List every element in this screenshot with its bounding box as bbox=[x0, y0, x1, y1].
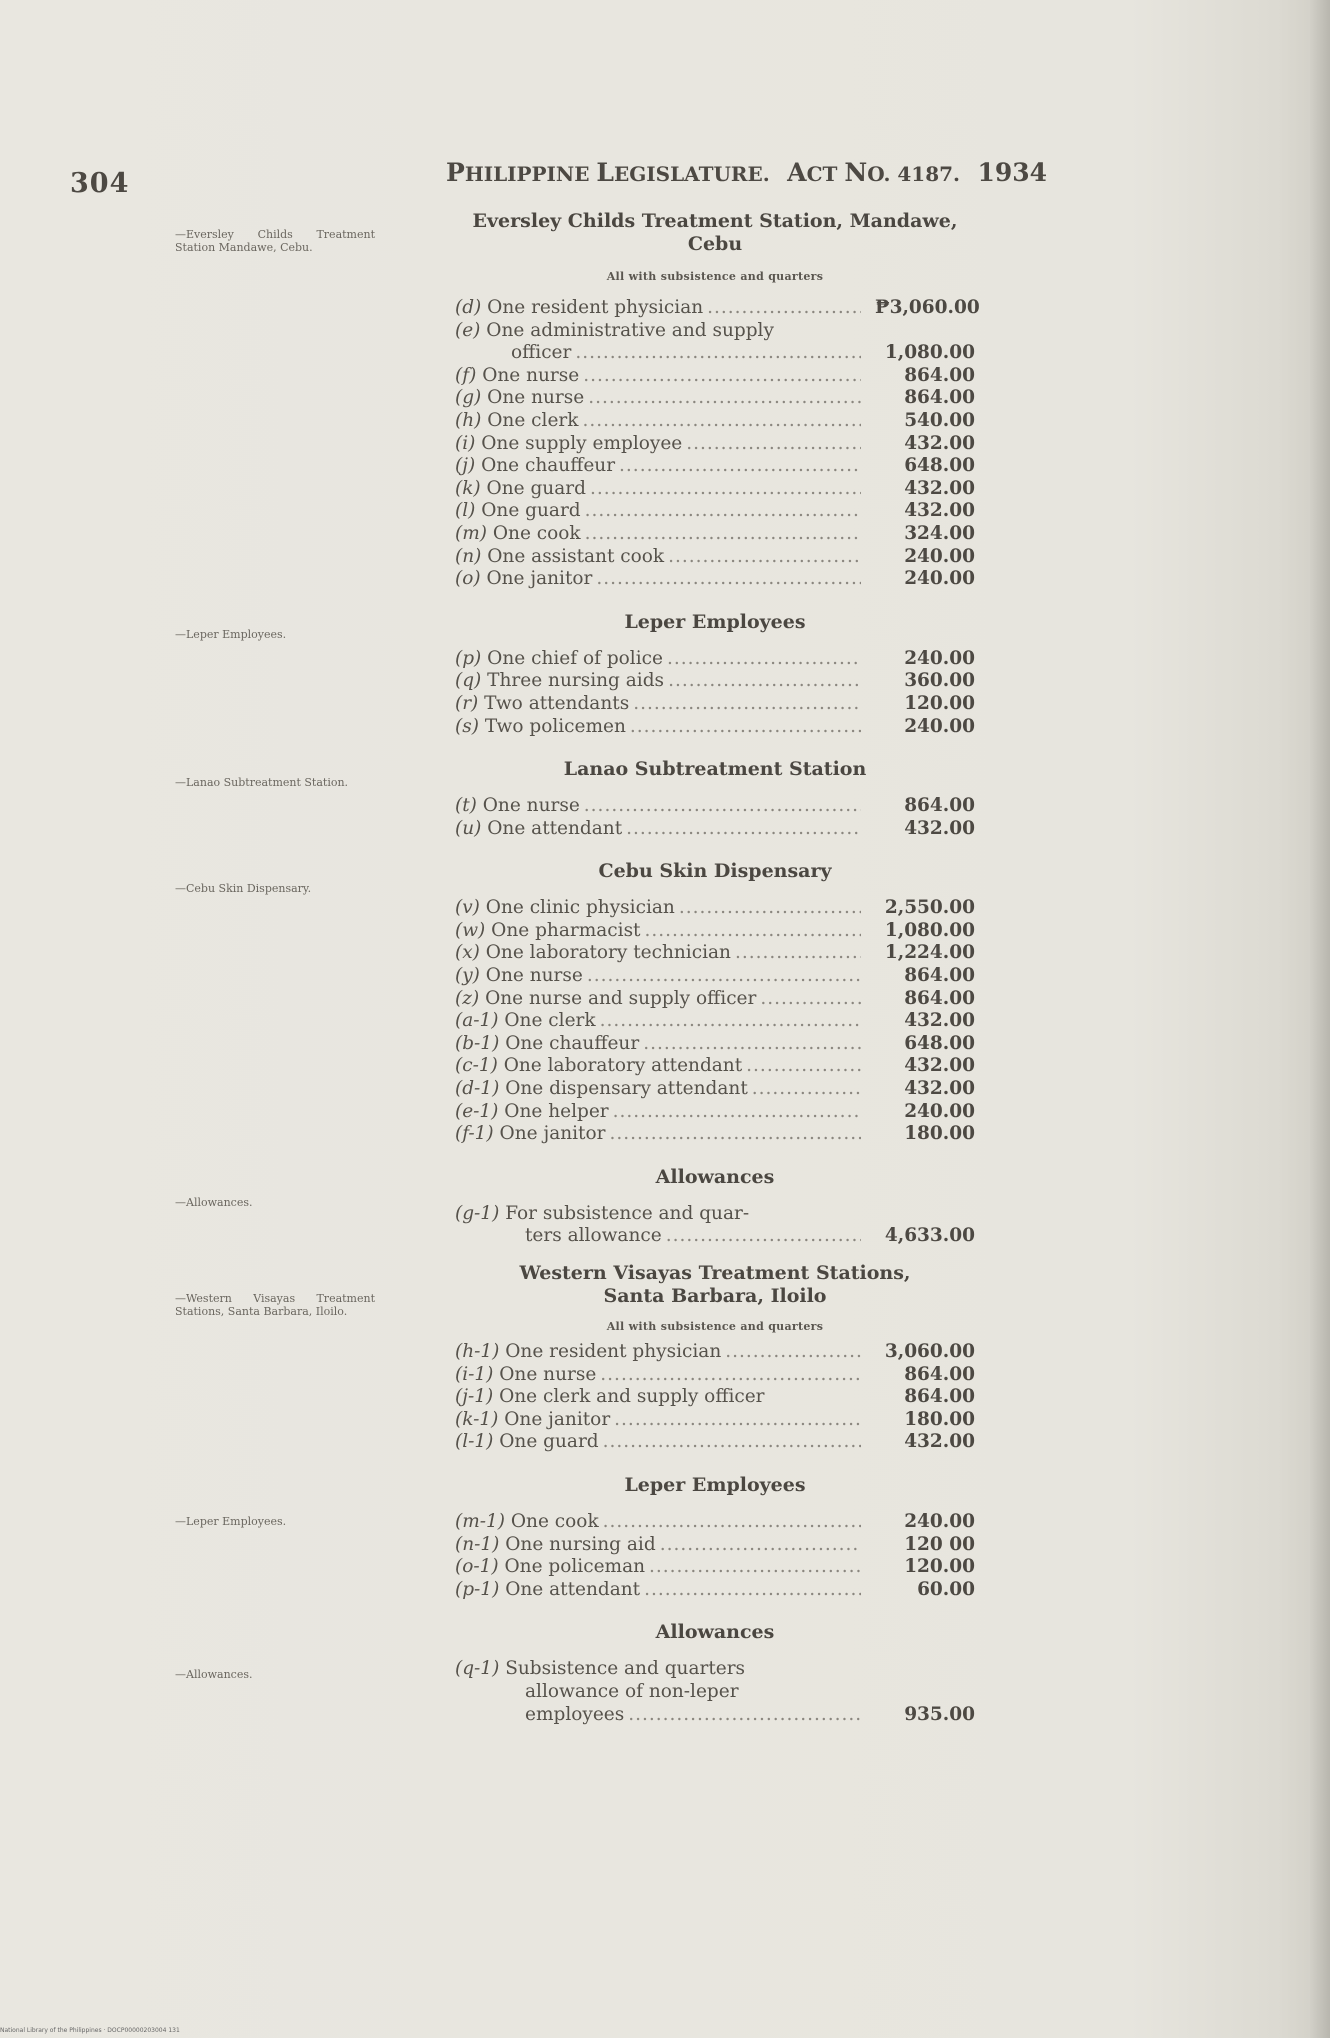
leader-dots bbox=[590, 478, 861, 501]
item-label: One attendant bbox=[505, 1578, 641, 1600]
line-item bbox=[455, 965, 975, 988]
item-amount: 1,080.00 bbox=[884, 342, 975, 364]
item-label: One clerk bbox=[487, 409, 579, 431]
leader-dots bbox=[575, 342, 861, 365]
book-spine-shadow bbox=[1310, 0, 1330, 2038]
leader-dots bbox=[707, 297, 861, 320]
item-amount: 540.00 bbox=[904, 409, 975, 431]
item-letter: (e-1) bbox=[455, 1100, 499, 1122]
item-letter: (w) bbox=[455, 919, 486, 941]
item-label: One helper bbox=[504, 1100, 609, 1122]
running-head-n: N bbox=[844, 158, 868, 187]
item-label: One nurse bbox=[499, 1363, 597, 1385]
line-item bbox=[455, 546, 975, 569]
leader-dots bbox=[600, 1010, 861, 1033]
item-label: One clerk and supply officer bbox=[499, 1386, 765, 1408]
line-item bbox=[455, 365, 975, 388]
item-amount: 864.00 bbox=[904, 987, 975, 1009]
item-amount: 1,224.00 bbox=[884, 942, 975, 964]
leader-dots bbox=[603, 1431, 861, 1454]
item-letter: (m-1) bbox=[455, 1510, 505, 1532]
item-letter: (b-1) bbox=[455, 1032, 500, 1054]
heading-allowances-2: Allowances bbox=[655, 1621, 775, 1644]
leader-dots bbox=[582, 410, 861, 433]
heading-cebu-skin: Cebu Skin Dispensary bbox=[598, 860, 832, 883]
item-label: One administrative and supply bbox=[486, 319, 774, 341]
leader-dots bbox=[626, 818, 861, 841]
line-item bbox=[455, 387, 975, 410]
line-item bbox=[455, 1341, 975, 1364]
item-label: One clerk bbox=[504, 1010, 596, 1032]
sidenote-allowances: —Allowances. bbox=[175, 1196, 253, 1209]
item-amount: 2,550.00 bbox=[884, 897, 975, 919]
item-amount: 935.00 bbox=[904, 1703, 975, 1725]
leader-dots bbox=[596, 568, 861, 591]
page-number: 304 bbox=[70, 168, 130, 199]
leader-dots bbox=[630, 716, 861, 739]
item-letter: (j) bbox=[455, 455, 476, 477]
item-label-continued: ters allowance bbox=[525, 1225, 662, 1247]
heading-leper-employees: Leper Employees bbox=[624, 610, 806, 633]
line-item bbox=[455, 1203, 975, 1226]
item-amount: 180.00 bbox=[904, 1408, 975, 1430]
line-item bbox=[455, 1704, 975, 1727]
item-amount: 240.00 bbox=[904, 647, 975, 669]
sidenote-allowances-2: —Allowances. bbox=[175, 1668, 253, 1681]
item-amount: 120 00 bbox=[904, 1533, 975, 1555]
leader-dots bbox=[760, 988, 861, 1011]
item-amount: 864.00 bbox=[904, 1386, 975, 1408]
line-item bbox=[455, 1409, 975, 1432]
item-letter: (n) bbox=[455, 545, 482, 567]
leader-dots bbox=[633, 693, 861, 716]
line-item bbox=[455, 455, 975, 478]
item-label: One supply employee bbox=[481, 432, 683, 454]
line-item bbox=[455, 320, 975, 343]
leader-dots bbox=[585, 500, 861, 523]
running-head-act-number: O. 4187. bbox=[867, 162, 961, 186]
line-item bbox=[455, 1579, 975, 1602]
line-item bbox=[455, 1033, 975, 1056]
item-amount: 4,633.00 bbox=[884, 1225, 975, 1247]
item-letter: (p) bbox=[455, 647, 482, 669]
item-label: One cook bbox=[510, 1510, 599, 1532]
item-label: One chauffeur bbox=[505, 1032, 640, 1054]
line-item bbox=[455, 500, 975, 523]
leader-dots bbox=[679, 897, 861, 920]
item-amount: 240.00 bbox=[904, 545, 975, 567]
sidenote-leper-employees: —Leper Employees. bbox=[175, 628, 287, 641]
item-amount: 240.00 bbox=[904, 568, 975, 590]
line-item bbox=[455, 920, 975, 943]
item-letter: (p-1) bbox=[455, 1578, 500, 1600]
leader-dots bbox=[666, 1225, 861, 1248]
item-letter: (i) bbox=[455, 432, 476, 454]
item-label: One policeman bbox=[504, 1556, 646, 1578]
item-label: One laboratory attendant bbox=[503, 1055, 743, 1077]
item-letter: (r) bbox=[455, 692, 479, 714]
leader-dots bbox=[600, 1364, 861, 1387]
item-letter: (a-1) bbox=[455, 1010, 499, 1032]
leader-dots bbox=[668, 670, 861, 693]
leader-dots bbox=[619, 455, 861, 478]
leader-dots bbox=[587, 965, 861, 988]
line-item bbox=[455, 1386, 975, 1409]
item-label-continued: officer bbox=[511, 342, 572, 364]
item-label: For subsistence and quar- bbox=[505, 1202, 750, 1224]
item-label: One laboratory technician bbox=[485, 942, 731, 964]
item-label: One nursing aid bbox=[505, 1533, 656, 1555]
item-amount: 864.00 bbox=[904, 364, 975, 386]
item-label: One clinic physician bbox=[485, 897, 675, 919]
line-item bbox=[455, 433, 975, 456]
item-label: Subsistence and quarters bbox=[505, 1658, 746, 1680]
item-amount: 648.00 bbox=[904, 455, 975, 477]
heading-eversley: Eversley Childs Treatment Station, Mandawe, Cebu bbox=[472, 210, 958, 255]
item-label: One chauffeur bbox=[481, 455, 616, 477]
item-letter: (l-1) bbox=[455, 1431, 494, 1453]
line-item bbox=[455, 1123, 975, 1146]
item-label: One nurse bbox=[482, 364, 580, 386]
footer-scan-mark: National Library of the Philippines · DOCP00000203004 131 bbox=[0, 2027, 180, 2034]
leader-dots bbox=[588, 387, 861, 410]
item-letter: (q) bbox=[455, 670, 482, 692]
item-label: One nurse bbox=[485, 965, 583, 987]
item-amount: 432.00 bbox=[904, 817, 975, 839]
item-letter: (k-1) bbox=[455, 1408, 499, 1430]
running-head-egislature: EGISLATURE. bbox=[613, 162, 770, 186]
item-label: One janitor bbox=[499, 1123, 606, 1145]
item-letter: (d) bbox=[455, 297, 482, 318]
item-label: One janitor bbox=[486, 568, 593, 590]
running-head-year: 1934 bbox=[977, 158, 1048, 187]
item-amount: 240.00 bbox=[904, 1510, 975, 1532]
line-item bbox=[455, 478, 975, 501]
leader-dots bbox=[643, 1033, 861, 1056]
item-label: One nurse bbox=[487, 387, 585, 409]
leader-dots bbox=[583, 365, 861, 388]
item-amount: 864.00 bbox=[904, 795, 975, 817]
item-letter: (m) bbox=[455, 522, 487, 544]
item-amount: 60.00 bbox=[917, 1578, 975, 1600]
item-letter: (i-1) bbox=[455, 1363, 494, 1385]
sidenote-leper-employees-2: —Leper Employees. bbox=[175, 1515, 287, 1528]
item-amount: 240.00 bbox=[904, 715, 975, 737]
leader-dots bbox=[686, 433, 861, 456]
item-amount: 432.00 bbox=[904, 500, 975, 522]
line-item bbox=[455, 1681, 975, 1704]
item-letter: (u) bbox=[455, 817, 482, 839]
item-amount: 864.00 bbox=[904, 1363, 975, 1385]
line-item bbox=[455, 410, 975, 433]
item-amount: 864.00 bbox=[904, 387, 975, 409]
item-amount: 648.00 bbox=[904, 1032, 975, 1054]
item-label: One assistant cook bbox=[487, 545, 665, 567]
heading-western-visayas-line1: Western Visayas Treatment Stations, bbox=[519, 1262, 911, 1284]
leader-dots bbox=[645, 920, 862, 943]
item-letter: (f) bbox=[455, 364, 477, 386]
line-item bbox=[455, 1556, 975, 1579]
item-label: Three nursing aids bbox=[487, 670, 665, 692]
item-letter: (j-1) bbox=[455, 1386, 494, 1408]
item-letter: (n-1) bbox=[455, 1533, 500, 1555]
heading-lanao: Lanao Subtreatment Station bbox=[563, 758, 867, 781]
leader-dots bbox=[644, 1579, 861, 1602]
item-label: One cook bbox=[492, 522, 581, 544]
line-item bbox=[455, 942, 975, 965]
item-letter: (s) bbox=[455, 715, 479, 737]
item-amount: 360.00 bbox=[904, 670, 975, 692]
item-amount: 120.00 bbox=[904, 1556, 975, 1578]
item-label: One pharmacist bbox=[491, 919, 641, 941]
item-label: One nurse bbox=[482, 795, 580, 817]
sidenote-cebu-skin: —Cebu Skin Dispensary. bbox=[175, 882, 312, 895]
item-letter: (v) bbox=[455, 897, 480, 919]
running-head-l: L bbox=[596, 158, 614, 187]
leader-dots bbox=[609, 1123, 861, 1146]
item-letter: (f-1) bbox=[455, 1123, 494, 1145]
item-amount: 432.00 bbox=[904, 1055, 975, 1077]
sidenote-eversley: —Eversley Childs Treatment Station Mandawe, Cebu. bbox=[175, 228, 375, 254]
item-label: One resident physician bbox=[505, 1341, 722, 1362]
leader-dots bbox=[628, 1704, 861, 1727]
line-item bbox=[455, 1225, 975, 1248]
heading-allowances: Allowances bbox=[655, 1165, 775, 1188]
leader-dots bbox=[667, 648, 861, 671]
item-label: Two policemen bbox=[484, 715, 626, 737]
line-item bbox=[455, 716, 975, 739]
item-amount: 432.00 bbox=[904, 1010, 975, 1032]
item-letter: (e) bbox=[455, 319, 481, 341]
line-item bbox=[455, 818, 975, 841]
leader-dots bbox=[614, 1409, 861, 1432]
leader-dots bbox=[746, 1055, 861, 1078]
heading-western-visayas-line2: Santa Barbara, Iloilo bbox=[603, 1285, 827, 1307]
item-label-continued: allowance of non-leper bbox=[525, 1680, 739, 1702]
item-amount: 180.00 bbox=[904, 1123, 975, 1145]
line-item bbox=[455, 1078, 975, 1101]
item-letter: (o-1) bbox=[455, 1556, 499, 1578]
item-label: One nurse and supply officer bbox=[485, 987, 757, 1009]
line-item bbox=[455, 297, 980, 320]
item-label: One guard bbox=[481, 500, 581, 522]
note-subsistence: All with subsistence and quarters bbox=[606, 270, 824, 283]
line-item bbox=[455, 670, 975, 693]
item-amount: 324.00 bbox=[904, 522, 975, 544]
item-label: One janitor bbox=[504, 1408, 611, 1430]
item-letter: (y) bbox=[455, 965, 480, 987]
leader-dots bbox=[584, 795, 861, 818]
item-label-continued: employees bbox=[525, 1703, 625, 1725]
running-head-a: A bbox=[787, 158, 807, 187]
line-item bbox=[455, 1101, 975, 1124]
line-item bbox=[455, 693, 975, 716]
line-item bbox=[455, 342, 975, 365]
running-head-ct: CT bbox=[806, 162, 845, 186]
item-amount: 3,060.00 bbox=[884, 1341, 975, 1362]
item-letter: (h-1) bbox=[455, 1341, 500, 1362]
item-letter: (x) bbox=[455, 942, 480, 964]
item-amount: 120.00 bbox=[904, 692, 975, 714]
sidenote-lanao: —Lanao Subtreatment Station. bbox=[175, 776, 349, 789]
item-amount: 432.00 bbox=[904, 1431, 975, 1453]
line-item bbox=[455, 1658, 975, 1681]
line-item bbox=[455, 1534, 975, 1557]
leader-dots bbox=[725, 1341, 861, 1364]
line-item bbox=[455, 1511, 975, 1534]
leader-dots bbox=[735, 942, 861, 965]
line-item bbox=[455, 1431, 975, 1454]
item-letter: (g-1) bbox=[455, 1202, 500, 1224]
leader-dots bbox=[649, 1556, 861, 1579]
leader-dots bbox=[752, 1078, 861, 1101]
leader-dots bbox=[660, 1534, 861, 1557]
item-amount: 1,080.00 bbox=[884, 919, 975, 941]
item-amount: 432.00 bbox=[904, 432, 975, 454]
item-label: One attendant bbox=[487, 817, 623, 839]
item-letter: (k) bbox=[455, 477, 481, 499]
line-item bbox=[455, 795, 975, 818]
item-label: Two attendants bbox=[484, 692, 630, 714]
item-label: One dispensary attendant bbox=[505, 1078, 748, 1100]
item-amount: ₱3,060.00 bbox=[875, 297, 980, 318]
item-amount: 432.00 bbox=[904, 1078, 975, 1100]
line-item bbox=[455, 1055, 975, 1078]
line-item bbox=[455, 897, 975, 920]
leader-dots bbox=[668, 546, 861, 569]
item-letter: (d-1) bbox=[455, 1078, 500, 1100]
item-letter: (l) bbox=[455, 500, 476, 522]
leader-dots bbox=[585, 523, 861, 546]
item-letter: (o) bbox=[455, 568, 481, 590]
running-head-hilippine: HILIPPINE bbox=[464, 162, 597, 186]
item-letter: (c-1) bbox=[455, 1055, 498, 1077]
running-head-p: P bbox=[446, 158, 465, 187]
item-letter: (h) bbox=[455, 409, 482, 431]
item-label: One chief of police bbox=[487, 647, 663, 669]
sidenote-western-visayas: —Western Visayas Treatment Stations, Santa Barbara, Iloilo. bbox=[175, 1292, 375, 1318]
line-item bbox=[455, 1010, 975, 1033]
leader-dots bbox=[603, 1511, 861, 1534]
item-label: One guard bbox=[499, 1431, 599, 1453]
item-label: One guard bbox=[486, 477, 586, 499]
item-letter: (z) bbox=[455, 987, 480, 1009]
item-letter: (t) bbox=[455, 795, 477, 817]
line-item bbox=[455, 1364, 975, 1387]
item-amount: 864.00 bbox=[904, 965, 975, 987]
item-letter: (q-1) bbox=[455, 1658, 500, 1680]
note-subsistence: All with subsistence and quarters bbox=[606, 1320, 824, 1333]
item-amount: 432.00 bbox=[904, 477, 975, 499]
line-item bbox=[455, 568, 975, 591]
line-item bbox=[455, 648, 975, 671]
heading-leper-employees-2: Leper Employees bbox=[624, 1473, 806, 1496]
item-letter: (g) bbox=[455, 387, 482, 409]
leader-dots bbox=[613, 1101, 861, 1124]
item-amount: 240.00 bbox=[904, 1100, 975, 1122]
appropriations-content bbox=[455, 210, 980, 1726]
line-item bbox=[455, 988, 975, 1011]
line-item bbox=[455, 523, 975, 546]
item-label: One resident physician bbox=[487, 297, 704, 318]
running-head bbox=[446, 158, 1106, 187]
